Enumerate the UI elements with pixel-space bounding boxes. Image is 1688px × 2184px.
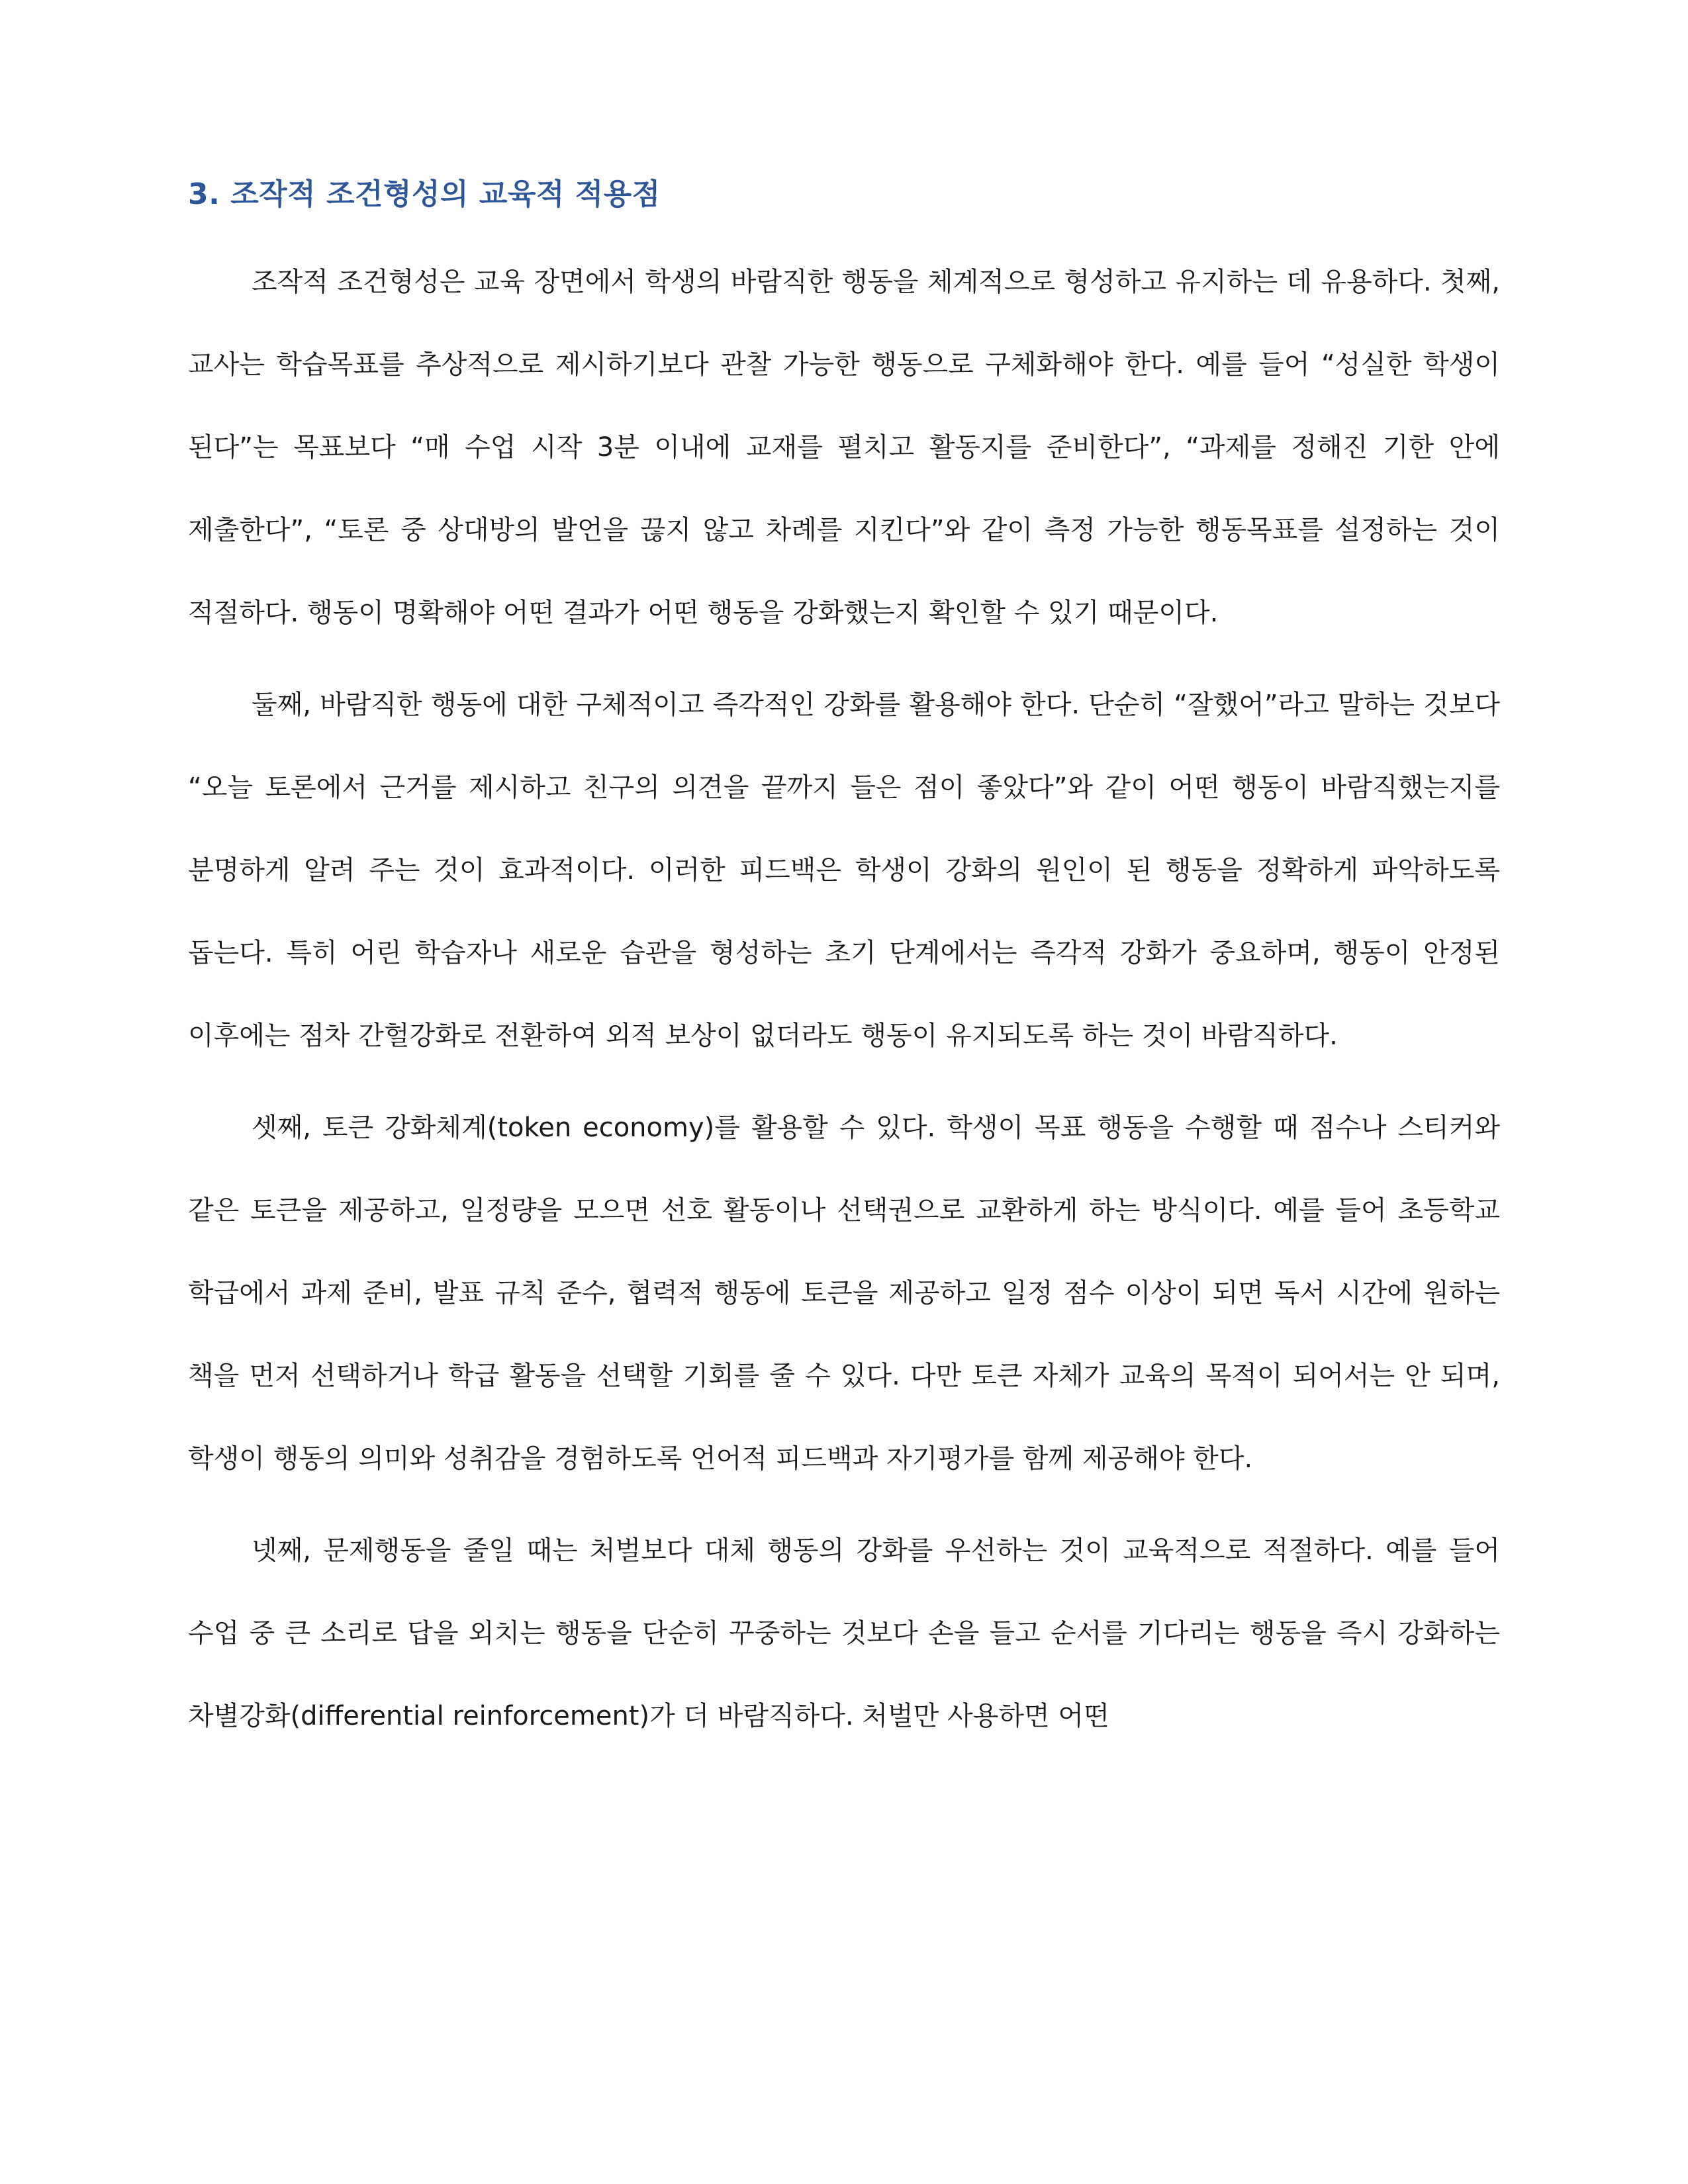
- paragraph-1: 조작적 조건형성은 교육 장면에서 학생의 바람직한 행동을 체계적으로 형성하고 유지하는 데 유용하다. 첫째, 교사는 학습목표를 추상적으로 제시하기보다 관찰 가능한 행동으로 구체화해야 한다. 예를 들어 “성실한 학생이 된다”는 목표보다 “매 수업 시작 3분 이내에 교재를 펼치고 활동지를 준비한다”, “과제를 정해진 기한 안에 제출한다”, “토론 중 상대방의 발언을 끊지 않고 차례를 지킨다”와 같이 측정 가능한 행동목표를 설정하는 것이 적절하다. 행동이 명확해야 어떤 결과가 어떤 행동을 강화했는지 확인할 수 있기 때문이다.: [188, 267, 1500, 628]
- section-heading: 3. 조작적 조건형성의 교육적 적용점: [188, 177, 661, 211]
- document-page: [188, 173, 1500, 1767]
- paragraph-3: 셋째, 토큰 강화체계(token economy)를 활용할 수 있다. 학생이 목표 행동을 수행할 때 점수나 스티커와 같은 토큰을 제공하고, 일정량을 모으면 선호 활동이나 선택권으로 교환하게 하는 방식이다. 예를 들어 초등학교 학급에서 과제 준비, 발표 규칙 준수, 협력적 행동에 토큰을 제공하고 일정 점수 이상이 되면 독서 시간에 원하는 책을 먼저 선택하거나 학급 활동을 선택할 기회를 줄 수 있다. 다만 토큰 자체가 교육의 목적이 되어서는 안 되며, 학생이 행동의 의미와 성취감을 경험하도록 언어적 피드백과 자기평가를 함께 제공해야 한다.: [188, 1113, 1500, 1474]
- paragraph-4: 넷째, 문제행동을 줄일 때는 처벌보다 대체 행동의 강화를 우선하는 것이 교육적으로 적절하다. 예를 들어 수업 중 큰 소리로 답을 외치는 행동을 단순히 꾸중하는 것보다 손을 들고 순서를 기다리는 행동을 즉시 강화하는 차별강화(differential reinforcement)가 더 바람직하다. 처벌만 사용하면 어떤: [188, 1535, 1500, 1731]
- paragraph-2: 둘째, 바람직한 행동에 대한 구체적이고 즉각적인 강화를 활용해야 한다. 단순히 “잘했어”라고 말하는 것보다 “오늘 토론에서 근거를 제시하고 친구의 의견을 끝까지 들은 점이 좋았다”와 같이 어떤 행동이 바람직했는지를 분명하게 알려 주는 것이 효과적이다. 이러한 피드백은 학생이 강화의 원인이 된 행동을 정확하게 파악하도록 돕는다. 특히 어린 학습자나 새로운 습관을 형성하는 초기 단계에서는 즉각적 강화가 중요하며, 행동이 안정된 이후에는 점차 간헐강화로 전환하여 외적 보상이 없더라도 행동이 유지되도록 하는 것이 바람직하다.: [188, 690, 1500, 1051]
